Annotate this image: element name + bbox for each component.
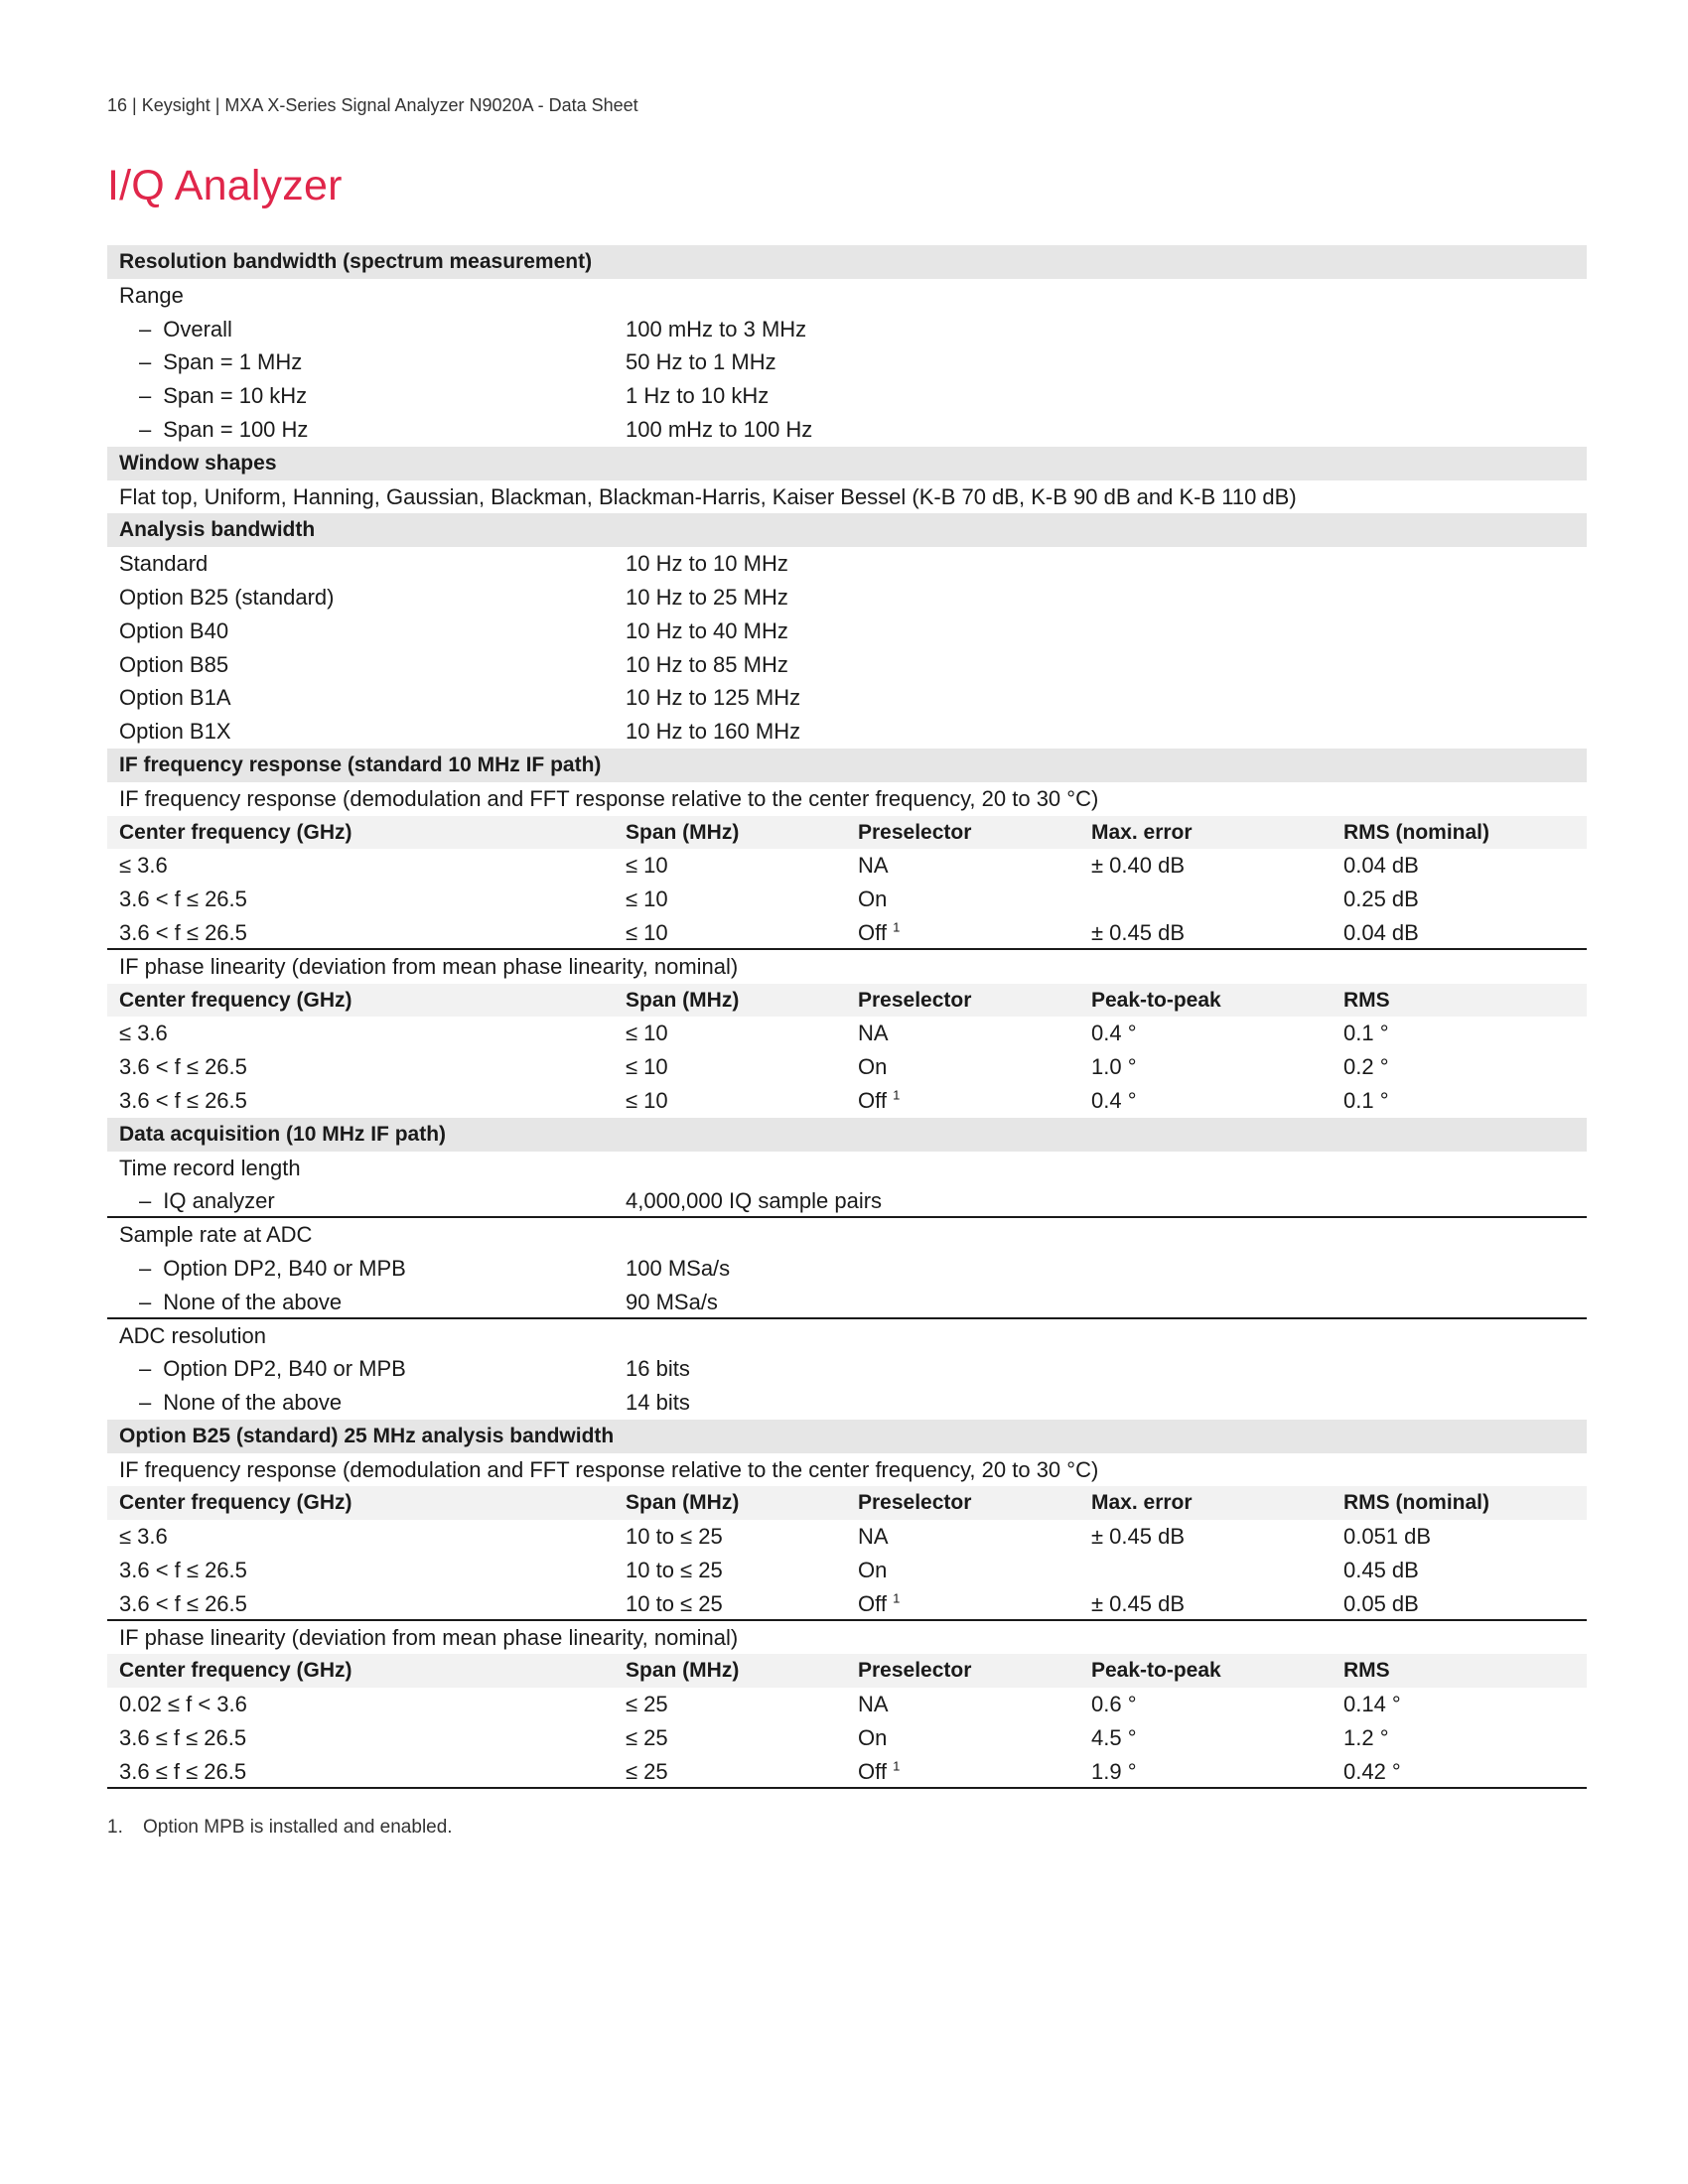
- section-title: IF frequency response (standard 10 MHz IF path): [119, 752, 602, 776]
- table-cell: ≤ 3.6: [119, 1524, 168, 1550]
- column-header: Span (MHz): [626, 1659, 740, 1683]
- footnote-marker: 1: [893, 919, 901, 935]
- spec-label: ADC resolution: [119, 1322, 266, 1348]
- table-cell: On: [858, 1725, 888, 1751]
- spec-value: 100 mHz to 3 MHz: [626, 316, 807, 341]
- spec-sublabel: – Overall: [139, 316, 232, 341]
- spec-value: 10 Hz to 125 MHz: [626, 685, 801, 711]
- column-header: RMS (nominal): [1343, 820, 1489, 844]
- table-cell: NA: [858, 1692, 889, 1717]
- spec-sublabel: – None of the above: [139, 1390, 343, 1416]
- table-cell: 0.04 dB: [1343, 853, 1419, 879]
- table-cell: 0.04 dB: [1343, 919, 1419, 945]
- table-cell: Off $^1$: [858, 919, 901, 945]
- table-cell: ≤ 25: [626, 1758, 668, 1784]
- spec-value: 100 MSa/s: [626, 1255, 731, 1281]
- column-header: RMS (nominal): [1343, 1491, 1489, 1515]
- spec-row: [107, 1386, 1587, 1420]
- table-cell: NA: [858, 853, 889, 879]
- spec-row: [107, 1252, 1587, 1286]
- section-header: [107, 245, 1587, 279]
- dash-bullet: –: [139, 416, 152, 442]
- table-cell: Off $^1$: [858, 1758, 901, 1784]
- table-cell: 0.4 °: [1091, 1021, 1137, 1046]
- footnote: [107, 1817, 453, 1839]
- table-cell: 10 to ≤ 25: [626, 1558, 723, 1583]
- table-cell: ± 0.45 dB: [1091, 1524, 1186, 1550]
- spec-row: [107, 715, 1587, 749]
- table-cell: ± 0.45 dB: [1091, 1590, 1186, 1616]
- column-header: Preselector: [858, 988, 972, 1012]
- table-row: [107, 1017, 1587, 1050]
- spec-value: 10 Hz to 25 MHz: [626, 584, 788, 610]
- section-title: Option B25 (standard) 25 MHz analysis bandwidth: [119, 1424, 615, 1447]
- spec-value: 10 Hz to 160 MHz: [626, 719, 801, 745]
- column-header: Peak-to-peak: [1091, 1659, 1221, 1683]
- spec-row: [107, 681, 1587, 715]
- page-title: I/Q Analyzer: [107, 162, 343, 209]
- section-title: Window shapes: [119, 451, 277, 475]
- table-cell: 0.051 dB: [1343, 1524, 1432, 1550]
- spec-label: Range: [119, 282, 184, 308]
- spec-label: Option B85: [119, 651, 229, 677]
- table-cell: On: [858, 887, 888, 912]
- section-header: [107, 749, 1587, 782]
- table-cell: ≤ 10: [626, 887, 668, 912]
- table-cell: On: [858, 1054, 888, 1080]
- table-cell: 3.6 ≤ f ≤ 26.5: [119, 1758, 247, 1784]
- spec-value: 10 Hz to 85 MHz: [626, 651, 788, 677]
- table-row: [107, 1520, 1587, 1554]
- dash-bullet: –: [139, 349, 152, 375]
- spec-value: 1 Hz to 10 kHz: [626, 383, 770, 409]
- table-cell: 4.5 °: [1091, 1725, 1137, 1751]
- caption-text: IF frequency response (demodulation and FFT response relative to the center frequency, 20 to 30 °C): [119, 785, 1099, 811]
- footnote-marker: 1: [893, 1758, 901, 1774]
- spec-row: [107, 581, 1587, 614]
- table-cell: 0.45 dB: [1343, 1558, 1419, 1583]
- table-caption: [107, 950, 1587, 984]
- spec-sublabel: – Option DP2, B40 or MPB: [139, 1255, 406, 1281]
- spec-value: 90 MSa/s: [626, 1289, 718, 1314]
- table-cell: 3.6 < f ≤ 26.5: [119, 1558, 247, 1583]
- table-cell: ≤ 10: [626, 1021, 668, 1046]
- table-cell: 1.2 °: [1343, 1725, 1389, 1751]
- table-cell: ≤ 10: [626, 853, 668, 879]
- caption-text: IF phase linearity (deviation from mean phase linearity, nominal): [119, 1624, 739, 1650]
- spec-row: [107, 345, 1587, 379]
- spec-row: [107, 1286, 1587, 1319]
- column-header-row: [107, 816, 1587, 850]
- table-cell: ≤ 10: [626, 1054, 668, 1080]
- spec-row: [107, 480, 1587, 514]
- spec-sublabel: – Option DP2, B40 or MPB: [139, 1356, 406, 1382]
- column-header: Span (MHz): [626, 988, 740, 1012]
- table-row: [107, 1755, 1587, 1789]
- table-cell: Off $^1$: [858, 1590, 901, 1616]
- table-cell: 0.02 ≤ f < 3.6: [119, 1692, 247, 1717]
- column-header: Preselector: [858, 820, 972, 844]
- table-row: [107, 1688, 1587, 1721]
- spec-row: [107, 1218, 1587, 1252]
- section-header: [107, 447, 1587, 480]
- spec-row: [107, 413, 1587, 447]
- table-cell: 1.9 °: [1091, 1758, 1137, 1784]
- spec-value: 4,000,000 IQ sample pairs: [626, 1188, 883, 1214]
- section-title: Analysis bandwidth: [119, 518, 316, 542]
- table-cell: ≤ 25: [626, 1725, 668, 1751]
- table-cell: ± 0.40 dB: [1091, 853, 1186, 879]
- table-row: [107, 1084, 1587, 1118]
- column-header: RMS: [1343, 988, 1390, 1012]
- column-header: Center frequency (GHz): [119, 1491, 352, 1515]
- dash-bullet: –: [139, 1356, 152, 1382]
- column-header: Peak-to-peak: [1091, 988, 1221, 1012]
- table-row: [107, 1050, 1587, 1084]
- table-cell: 0.2 °: [1343, 1054, 1389, 1080]
- spec-value: 10 Hz to 10 MHz: [626, 551, 788, 577]
- column-header: Span (MHz): [626, 820, 740, 844]
- table-cell: 0.14 °: [1343, 1692, 1401, 1717]
- spec-row: [107, 1152, 1587, 1185]
- caption-text: IF frequency response (demodulation and FFT response relative to the center frequency, 20 to 30 °C): [119, 1456, 1099, 1482]
- table-cell: 3.6 < f ≤ 26.5: [119, 1590, 247, 1616]
- section-header: [107, 1118, 1587, 1152]
- spec-row: [107, 379, 1587, 413]
- table-cell: 0.25 dB: [1343, 887, 1419, 912]
- table-cell: 3.6 < f ≤ 26.5: [119, 1087, 247, 1113]
- spec-row: [107, 313, 1587, 346]
- table-cell: 10 to ≤ 25: [626, 1524, 723, 1550]
- dash-bullet: –: [139, 1255, 152, 1281]
- table-cell: NA: [858, 1021, 889, 1046]
- spec-value: 16 bits: [626, 1356, 690, 1382]
- column-header-row: [107, 1486, 1587, 1520]
- spec-label: Option B25 (standard): [119, 584, 335, 610]
- spec-label: Option B1A: [119, 685, 231, 711]
- footnote-number: 1.: [107, 1817, 123, 1838]
- table-cell: ≤ 10: [626, 919, 668, 945]
- dash-bullet: –: [139, 316, 152, 341]
- table-cell: 3.6 < f ≤ 26.5: [119, 887, 247, 912]
- spec-label: Time record length: [119, 1155, 301, 1180]
- table-cell: 0.4 °: [1091, 1087, 1137, 1113]
- caption-text: IF phase linearity (deviation from mean phase linearity, nominal): [119, 953, 739, 979]
- spec-row: [107, 1184, 1587, 1218]
- spec-label: Sample rate at ADC: [119, 1222, 313, 1248]
- spec-value: 100 mHz to 100 Hz: [626, 416, 813, 442]
- spec-label: Option B40: [119, 617, 229, 643]
- table-cell: 0.42 °: [1343, 1758, 1401, 1784]
- table-row: [107, 883, 1587, 916]
- table-caption: [107, 1453, 1587, 1487]
- spec-sublabel: – Span = 1 MHz: [139, 349, 303, 375]
- footnote-text: Option MPB is installed and enabled.: [143, 1817, 453, 1838]
- spec-sublabel: – IQ analyzer: [139, 1188, 275, 1214]
- table-cell: Off $^1$: [858, 1087, 901, 1113]
- spec-label: Standard: [119, 551, 209, 577]
- table-cell: 0.6 °: [1091, 1692, 1137, 1717]
- table-cell: 0.05 dB: [1343, 1590, 1419, 1616]
- spec-value: 14 bits: [626, 1390, 690, 1416]
- column-header: Max. error: [1091, 820, 1193, 844]
- table-cell: ≤ 3.6: [119, 1021, 168, 1046]
- footnote-marker: 1: [893, 1087, 901, 1103]
- spec-sublabel: – Span = 100 Hz: [139, 416, 309, 442]
- footnote-marker: 1: [893, 1590, 901, 1606]
- table-cell: 10 to ≤ 25: [626, 1590, 723, 1616]
- table-row: [107, 1554, 1587, 1587]
- table-cell: 0.1 °: [1343, 1087, 1389, 1113]
- spec-sublabel: – Span = 10 kHz: [139, 383, 308, 409]
- table-caption: [107, 782, 1587, 816]
- section-title: Resolution bandwidth (spectrum measurement): [119, 250, 593, 273]
- spec-row: [107, 547, 1587, 581]
- section-header: [107, 513, 1587, 547]
- table-cell: 3.6 ≤ f ≤ 26.5: [119, 1725, 247, 1751]
- column-header: RMS: [1343, 1659, 1390, 1683]
- spec-row: [107, 614, 1587, 648]
- spec-text: Flat top, Uniform, Hanning, Gaussian, Blackman, Blackman-Harris, Kaiser Bessel (K-B 70 dB, K-B 90 dB and K-B 110 dB): [119, 483, 1297, 509]
- table-cell: ≤ 25: [626, 1692, 668, 1717]
- table-cell: 3.6 < f ≤ 26.5: [119, 1054, 247, 1080]
- spec-sublabel: – None of the above: [139, 1289, 343, 1314]
- spec-row: [107, 1319, 1587, 1353]
- table-cell: On: [858, 1558, 888, 1583]
- column-header: Center frequency (GHz): [119, 988, 352, 1012]
- spec-label: Option B1X: [119, 719, 231, 745]
- column-header: Preselector: [858, 1491, 972, 1515]
- table-cell: 3.6 < f ≤ 26.5: [119, 919, 247, 945]
- section-title: Data acquisition (10 MHz IF path): [119, 1122, 447, 1146]
- column-header: Preselector: [858, 1659, 972, 1683]
- table-cell: ± 0.45 dB: [1091, 919, 1186, 945]
- spec-row: [107, 1352, 1587, 1386]
- table-cell: 1.0 °: [1091, 1054, 1137, 1080]
- column-header: Center frequency (GHz): [119, 820, 352, 844]
- spec-value: 10 Hz to 40 MHz: [626, 617, 788, 643]
- table-row: [107, 916, 1587, 950]
- spec-value: 50 Hz to 1 MHz: [626, 349, 776, 375]
- section-header: [107, 1420, 1587, 1453]
- table-row: [107, 1721, 1587, 1755]
- column-header-row: [107, 1654, 1587, 1688]
- table-row: [107, 1587, 1587, 1621]
- table-cell: NA: [858, 1524, 889, 1550]
- table-cell: 0.1 °: [1343, 1021, 1389, 1046]
- table-caption: [107, 1621, 1587, 1655]
- spec-table: [107, 245, 1587, 1789]
- spec-row: [107, 279, 1587, 313]
- column-header: Max. error: [1091, 1491, 1193, 1515]
- table-cell: ≤ 10: [626, 1087, 668, 1113]
- column-header: Span (MHz): [626, 1491, 740, 1515]
- column-header-row: [107, 984, 1587, 1018]
- table-cell: ≤ 3.6: [119, 853, 168, 879]
- dash-bullet: –: [139, 383, 152, 409]
- spec-row: [107, 648, 1587, 682]
- table-row: [107, 849, 1587, 883]
- dash-bullet: –: [139, 1289, 152, 1314]
- column-header: Center frequency (GHz): [119, 1659, 352, 1683]
- dash-bullet: –: [139, 1188, 152, 1214]
- dash-bullet: –: [139, 1390, 152, 1416]
- running-header: 16 | Keysight | MXA X-Series Signal Analyzer N9020A - Data Sheet: [107, 95, 638, 115]
